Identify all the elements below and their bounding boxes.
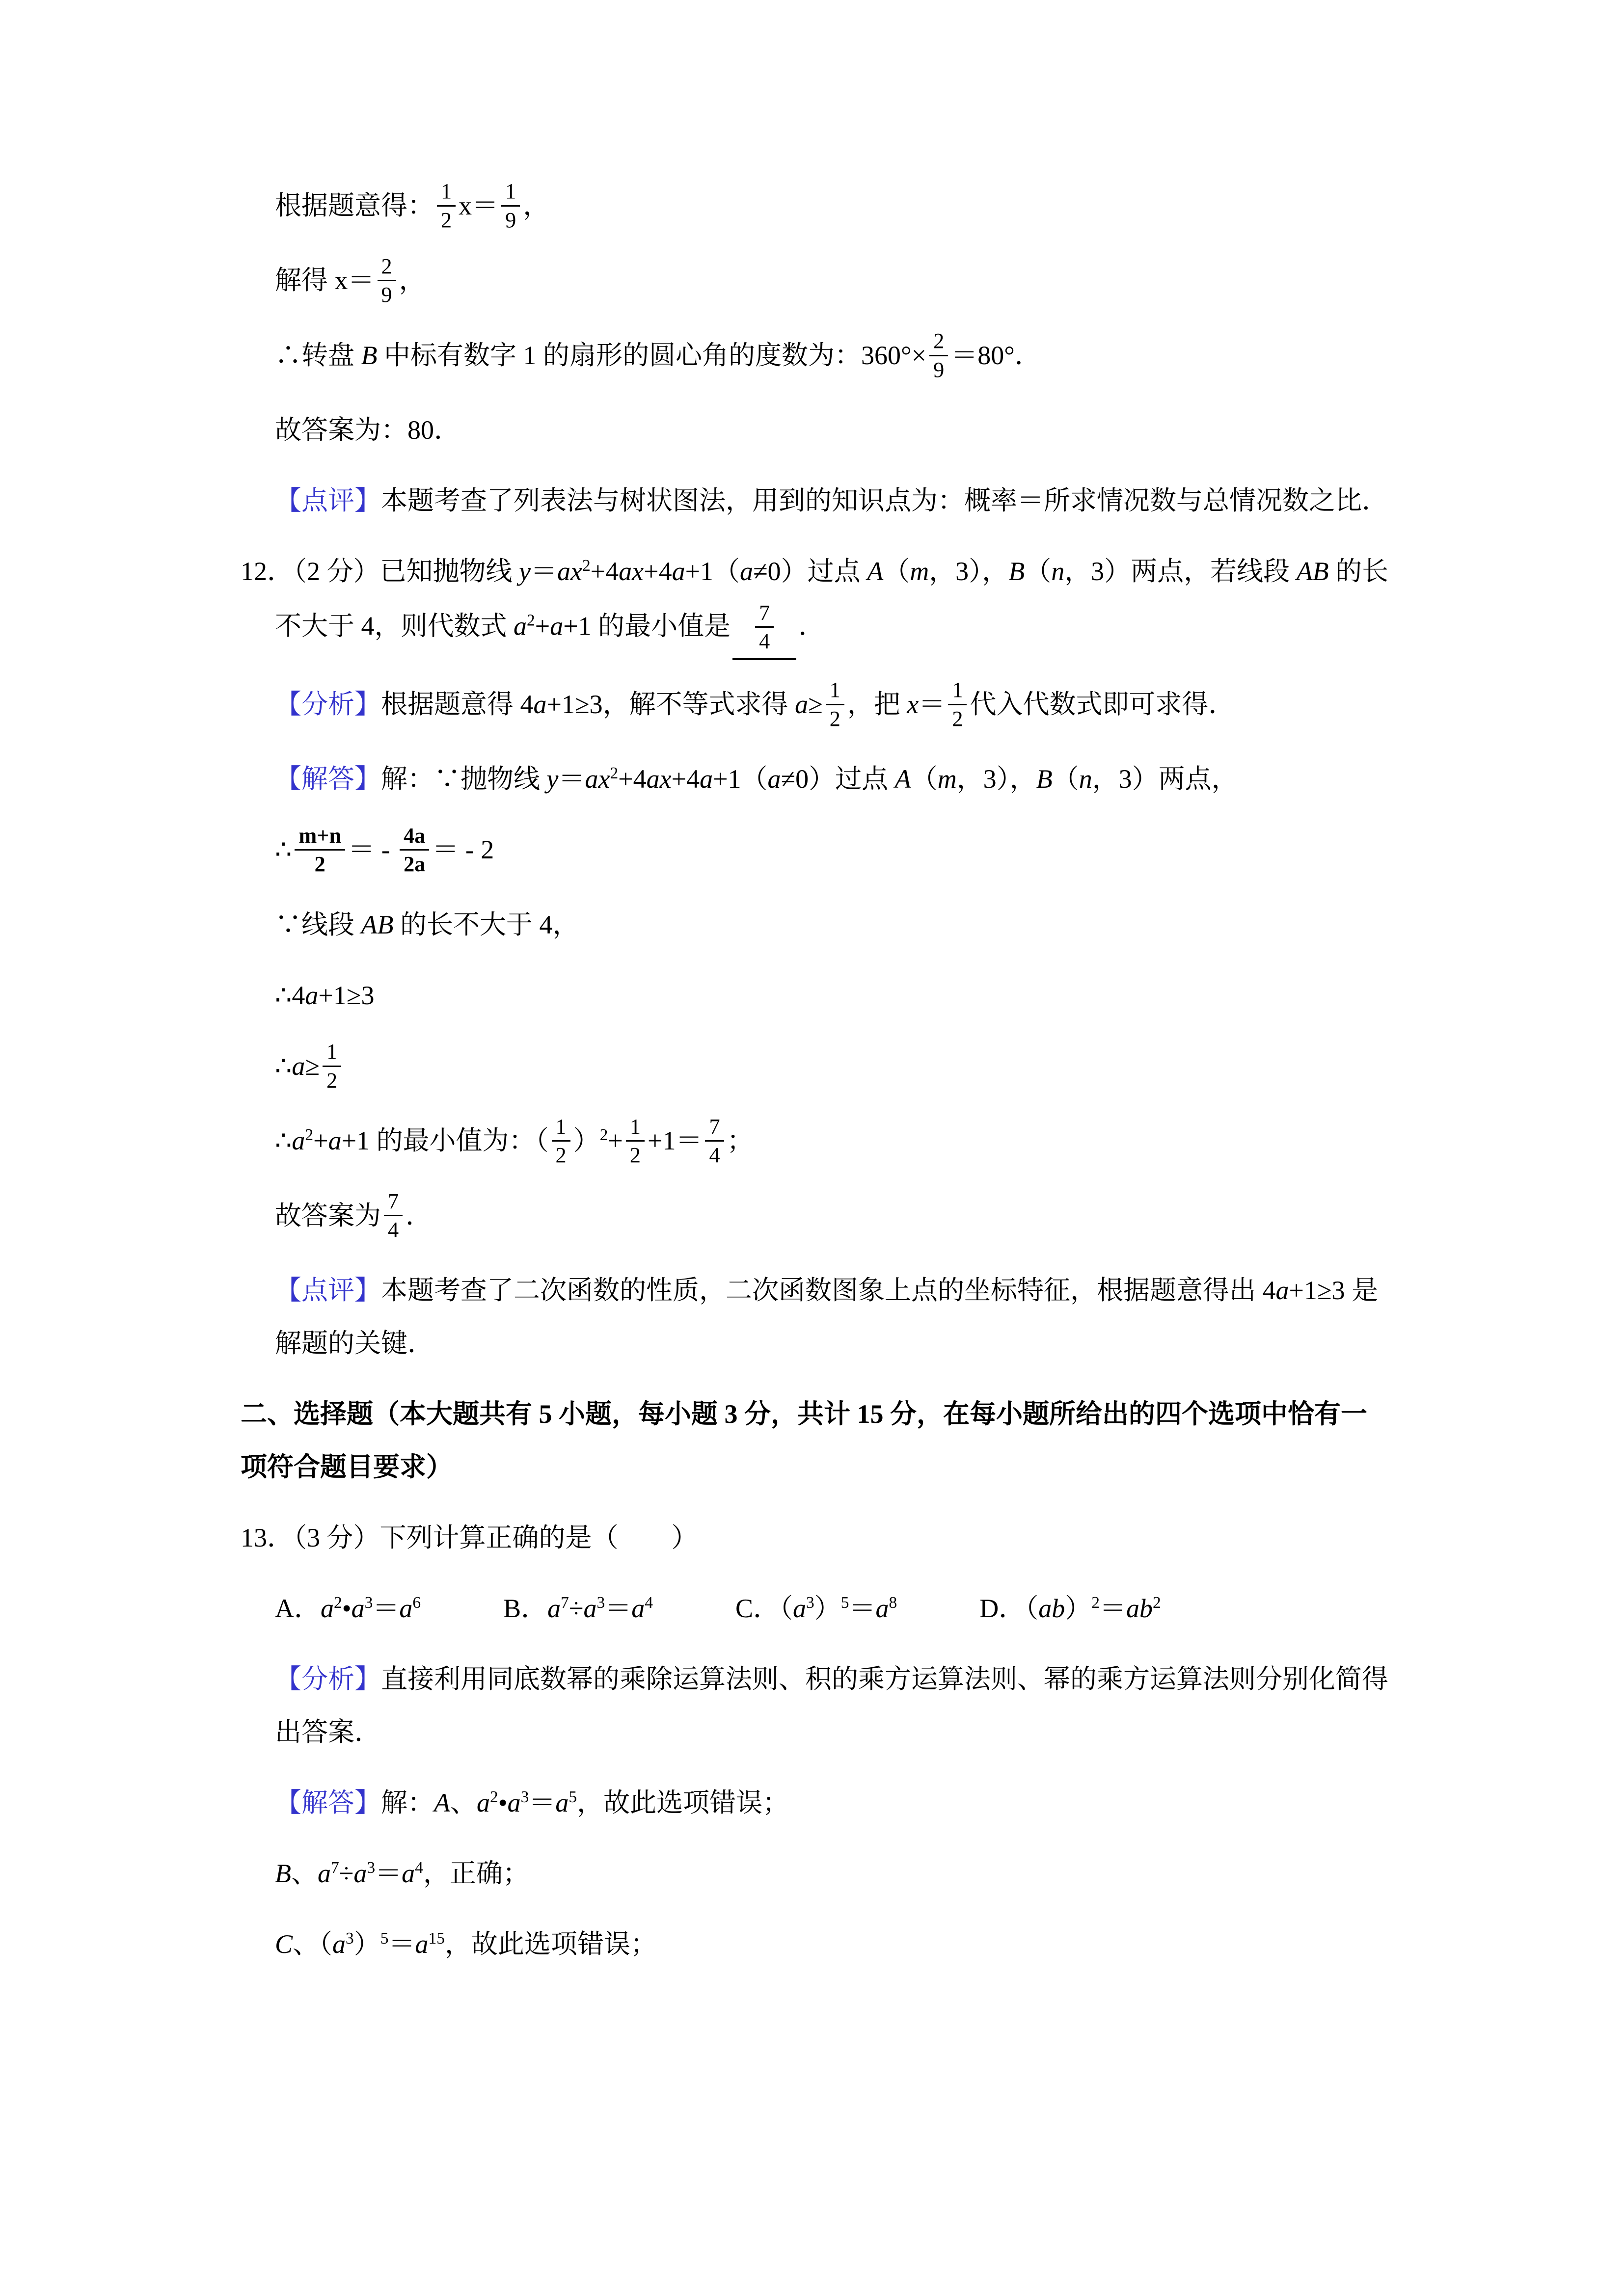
math-variable: B (275, 1859, 291, 1889)
fraction (501, 178, 520, 234)
text-run: ＝ (1099, 1594, 1126, 1624)
fraction-numerator: 1 (323, 1038, 341, 1067)
text-run: ∵线段 (275, 909, 361, 939)
text-run: ，故此选项错误； (577, 1788, 789, 1818)
math-variable: a (583, 1594, 597, 1624)
text-run: • (498, 1788, 508, 1818)
fraction-denominator: 4 (388, 1218, 399, 1242)
text-run: ∴ (275, 835, 292, 865)
text-run: ． (406, 1201, 433, 1230)
fraction-numerator: 7 (705, 1113, 724, 1142)
math-variable: a (795, 689, 809, 719)
comment-paragraph (275, 474, 1393, 527)
text-run: x＝ (459, 191, 499, 220)
text-run: ； (727, 1126, 754, 1156)
solution-step (275, 179, 1393, 236)
superscript: 7 (561, 1594, 569, 1612)
solution-step (275, 823, 1393, 880)
text-run: + (608, 1126, 623, 1156)
text-run: ∴4 (275, 980, 305, 1010)
math-variable: a (321, 1594, 334, 1624)
text-run: 解： (381, 1788, 434, 1818)
math-variable: a (550, 611, 564, 641)
math-variable: a (672, 557, 685, 587)
text-run: ＝ - 2 (432, 835, 494, 865)
text-run: ． (798, 611, 825, 641)
math-variable: ab (1038, 1594, 1065, 1624)
math-variable: m (937, 764, 957, 794)
fraction (755, 599, 774, 655)
question-12 (241, 545, 1393, 660)
fraction-denominator: 9 (381, 283, 392, 307)
math-variable: a (875, 1594, 889, 1624)
text-run: 13．（3 分）下列计算正确的是（ ） (241, 1523, 698, 1553)
comment-paragraph (275, 1264, 1393, 1370)
fraction-denominator: 2 (952, 706, 963, 731)
text-run: 故答案为 (275, 1201, 381, 1230)
fraction-denominator: 2a (404, 852, 426, 877)
solution-step (275, 1040, 1393, 1096)
math-variable: a (353, 1859, 367, 1889)
label-tag: 【分析】 (275, 689, 381, 719)
superscript: 4 (415, 1859, 423, 1877)
text-run: ∴转盘 (275, 340, 361, 370)
label-tag: 【解答】 (275, 1788, 381, 1818)
text-run: +4 (618, 764, 647, 794)
fraction-denominator: 2 (314, 852, 325, 877)
solution-paragraph (275, 1776, 1393, 1829)
text-run: 本题考查了列表法与树状图法，用到的知识点为：概率＝所求情况数与总情况数之比． (381, 486, 1388, 516)
solution-step (275, 329, 1393, 386)
fraction (552, 1113, 570, 1169)
fraction-denominator: 2 (441, 208, 452, 232)
text-run: +1≥3 (318, 980, 375, 1010)
math-variable: a (700, 764, 713, 794)
fraction-numerator: 1 (552, 1113, 570, 1142)
fraction-denominator: 4 (709, 1143, 720, 1167)
text-run: + (535, 611, 550, 641)
fraction-numerator: 2 (929, 327, 948, 356)
math-variable: B (1008, 557, 1025, 587)
text-run: C．（ (735, 1594, 793, 1624)
text-run: ≥ (808, 689, 823, 719)
text-run: D．（ (979, 1594, 1039, 1624)
fraction-numerator: 7 (384, 1188, 403, 1216)
text-run: （ (1052, 764, 1079, 794)
math-variable: x (907, 689, 919, 719)
text-run: 、（ (293, 1929, 333, 1959)
text-run: +1 的最小值为：（ (341, 1126, 549, 1156)
text-run: ＝ (849, 1594, 876, 1624)
math-variable: a (1275, 1276, 1289, 1306)
text-run: ≥ (305, 1051, 320, 1081)
fraction-numerator: 1 (501, 178, 520, 206)
superscript: 2 (490, 1788, 498, 1807)
text-run: +4 (644, 557, 672, 587)
solution-step (275, 898, 1393, 951)
solution-step (275, 1847, 1393, 1900)
text-run: 根据题意得： (275, 191, 434, 220)
fraction (626, 1113, 645, 1169)
text-run: （ (883, 557, 910, 587)
fraction-denominator: 9 (933, 357, 945, 382)
math-variable: a (318, 1859, 331, 1889)
text-run: 二、选择题（本大题共有 5 小题，每小题 3 分，共计 15 分，在每小题所给出的四个选项中恰有一项符合题目要求） (241, 1399, 1367, 1482)
text-run: ≠0）过点 (753, 557, 867, 587)
math-variable: a (292, 1051, 305, 1081)
text-run: 本题考查了二次函数的性质，二次函数图象上点的坐标特征，根据题意得出 4 (381, 1276, 1276, 1306)
fraction-numerator: 7 (755, 599, 774, 628)
math-variable: a (332, 1929, 346, 1959)
text-run: +1 的最小值是 (563, 611, 731, 641)
math-variable: a (767, 764, 781, 794)
math-variable: a (351, 1594, 365, 1624)
text-run: ÷ (339, 1859, 354, 1889)
text-run: ） (353, 1929, 380, 1959)
superscript: 2 (1091, 1594, 1100, 1612)
superscript: 3 (364, 1594, 373, 1612)
superscript: 2 (610, 764, 619, 783)
fraction-numerator: 1 (826, 676, 844, 705)
solution-step (275, 969, 1393, 1022)
superscript: 3 (367, 1859, 376, 1877)
analysis-paragraph (275, 678, 1393, 735)
superscript: 6 (412, 1594, 421, 1612)
fraction-denominator: 4 (759, 629, 770, 654)
question-13 (241, 1511, 1393, 1564)
fraction-numerator: m+n (295, 822, 345, 851)
text-run: 12．（2 分）已知抛物线 (241, 557, 519, 587)
fraction-denominator: 2 (829, 706, 840, 731)
math-variable: AB (1296, 557, 1329, 587)
text-run: • (342, 1594, 352, 1624)
text-run: （ (1025, 557, 1052, 587)
math-variable: A (434, 1788, 450, 1818)
text-run: ∴ (275, 1051, 292, 1081)
fraction (826, 676, 844, 732)
text-run: ＝ (530, 557, 557, 587)
options-row (275, 1582, 1393, 1635)
math-variable: ab (1126, 1594, 1153, 1624)
text-run: A． (275, 1594, 321, 1624)
math-variable: a (533, 689, 547, 719)
fraction-denominator: 2 (326, 1068, 338, 1093)
fraction (400, 822, 429, 878)
text-run: 故答案为：80． (275, 415, 460, 445)
text-run: ，正确； (423, 1859, 529, 1889)
text-run: ， (399, 266, 426, 295)
text-run: ＝ (373, 1594, 400, 1624)
math-variable: B (1036, 764, 1053, 794)
text-run: + (313, 1126, 328, 1156)
text-run: 中标有数字 1 的扇形的圆心角的度数为：360°× (377, 340, 927, 370)
fraction (705, 1113, 724, 1169)
superscript: 5 (568, 1788, 577, 1807)
text-run: ） (814, 1594, 841, 1624)
text-run: ，3）， (929, 557, 1009, 587)
text-run: ＝ (375, 1859, 402, 1889)
fraction (378, 253, 396, 309)
text-run: ，3）， (956, 764, 1036, 794)
math-variable: a (402, 1859, 415, 1889)
text-run: ＝ (605, 1594, 632, 1624)
fraction (948, 676, 967, 732)
solution-paragraph (275, 752, 1393, 805)
text-run: ≠0）过点 (781, 764, 895, 794)
math-variable: m (910, 557, 929, 587)
text-run: ，故此选项错误； (444, 1929, 657, 1959)
section-header (241, 1388, 1393, 1494)
text-run: B． (503, 1594, 548, 1624)
superscript: 2 (582, 557, 591, 575)
label-tag: 【解答】 (275, 764, 381, 794)
fraction (929, 327, 948, 383)
math-variable: C (275, 1929, 293, 1959)
math-variable: AB (361, 909, 394, 939)
superscript: 5 (840, 1594, 849, 1612)
text-run: ） (573, 1126, 600, 1156)
text-run: ，3）两点，若线段 (1064, 557, 1297, 587)
solution-step (275, 1114, 1393, 1171)
math-variable: a (415, 1929, 429, 1959)
math-variable: A (867, 557, 884, 587)
answer-statement (275, 403, 1393, 456)
solution-step (275, 1918, 1393, 1971)
math-variable: B (361, 340, 378, 370)
answer-statement (275, 1189, 1393, 1246)
math-variable: a (399, 1594, 413, 1624)
text-run: ＝ (388, 1929, 415, 1959)
fraction-numerator: 1 (437, 178, 456, 206)
superscript: 2 (599, 1126, 608, 1145)
text-run: +1（ (713, 764, 768, 794)
superscript: 4 (645, 1594, 653, 1612)
text-run: +1≥3 是解题的关键． (275, 1276, 1379, 1359)
text-run: 的长不大于 4， (393, 909, 579, 939)
math-variable: n (1079, 764, 1092, 794)
math-variable: n (1051, 557, 1065, 587)
text-run: 的长不大于 4，则代数式 (275, 557, 1389, 641)
text-run: ÷ (568, 1594, 584, 1624)
fraction (384, 1188, 403, 1244)
math-variable: a (631, 1594, 645, 1624)
superscript: 5 (380, 1929, 389, 1948)
fraction (323, 1038, 341, 1094)
math-variable: a (555, 1788, 569, 1818)
text-run: ＝ (558, 764, 585, 794)
superscript: 8 (889, 1594, 897, 1612)
math-variable: a (514, 611, 527, 641)
text-run: ＝80°． (951, 340, 1041, 370)
math-variable: a (547, 1594, 561, 1624)
superscript: 3 (346, 1929, 354, 1948)
text-run: 代入代数式即可求得． (970, 689, 1235, 719)
text-run: 根据题意得 4 (381, 689, 534, 719)
math-variable: a (292, 1126, 305, 1156)
text-run: 直接利用同底数幂的乘除运算法则、积的乘方运算法则、幂的乘方运算法则分别化简得出答案． (275, 1664, 1388, 1747)
superscript: 3 (596, 1594, 605, 1612)
math-variable: a (507, 1788, 521, 1818)
fraction-numerator: 4a (400, 822, 429, 851)
text-run: +4 (671, 764, 700, 794)
superscript: 7 (331, 1859, 339, 1877)
text-run: +4 (590, 557, 619, 587)
fraction-denominator: 9 (505, 208, 516, 232)
answer-blank (732, 598, 796, 660)
document-content (241, 179, 1393, 1971)
text-run: ＝ (919, 689, 946, 719)
text-run: 解得 x＝ (275, 266, 375, 295)
superscript: 3 (806, 1594, 814, 1612)
text-run: ∴ (275, 1126, 292, 1156)
math-variable: A (894, 764, 911, 794)
superscript: 2 (1152, 1594, 1161, 1612)
math-variable: a (740, 557, 754, 587)
math-variable: ax (557, 557, 582, 587)
analysis-paragraph (275, 1653, 1393, 1759)
text-run: ＝ (529, 1788, 556, 1818)
fraction-numerator: 1 (948, 676, 967, 705)
solution-step (275, 254, 1393, 311)
text-run: 、 (450, 1788, 477, 1818)
fraction-denominator: 2 (555, 1143, 567, 1167)
math-variable: a (793, 1594, 807, 1624)
math-variable: ax (619, 557, 644, 587)
superscript: 2 (527, 611, 535, 630)
fraction (295, 822, 345, 878)
text-run: 解：∵抛物线 (381, 764, 547, 794)
text-run: ， (523, 191, 550, 220)
fraction-numerator: 1 (626, 1113, 645, 1142)
text-run: （ (911, 764, 938, 794)
math-variable: y (519, 557, 531, 587)
fraction-numerator: 2 (378, 253, 396, 281)
superscript: 2 (334, 1594, 342, 1612)
text-run: ，把 (847, 689, 907, 719)
math-variable: ax (646, 764, 672, 794)
superscript: 3 (520, 1788, 529, 1807)
text-run: 、 (291, 1859, 318, 1889)
text-run: +1＝ (648, 1126, 703, 1156)
text-run: ＝ - (348, 835, 397, 865)
label-tag: 【点评】 (275, 486, 381, 516)
math-variable: a (305, 980, 319, 1010)
text-run: ） (1065, 1594, 1092, 1624)
math-variable: a (477, 1788, 490, 1818)
text-run: +1（ (685, 557, 740, 587)
fraction (437, 178, 456, 234)
text-run: +1≥3，解不等式求得 (546, 689, 795, 719)
superscript: 2 (305, 1126, 314, 1145)
fraction-denominator: 2 (629, 1143, 641, 1167)
math-variable: y (546, 764, 559, 794)
label-tag: 【分析】 (275, 1664, 381, 1694)
text-run: ，3）两点， (1092, 764, 1238, 794)
label-tag: 【点评】 (275, 1276, 381, 1306)
superscript: 15 (428, 1929, 445, 1948)
math-variable: a (328, 1126, 342, 1156)
math-variable: ax (585, 764, 610, 794)
